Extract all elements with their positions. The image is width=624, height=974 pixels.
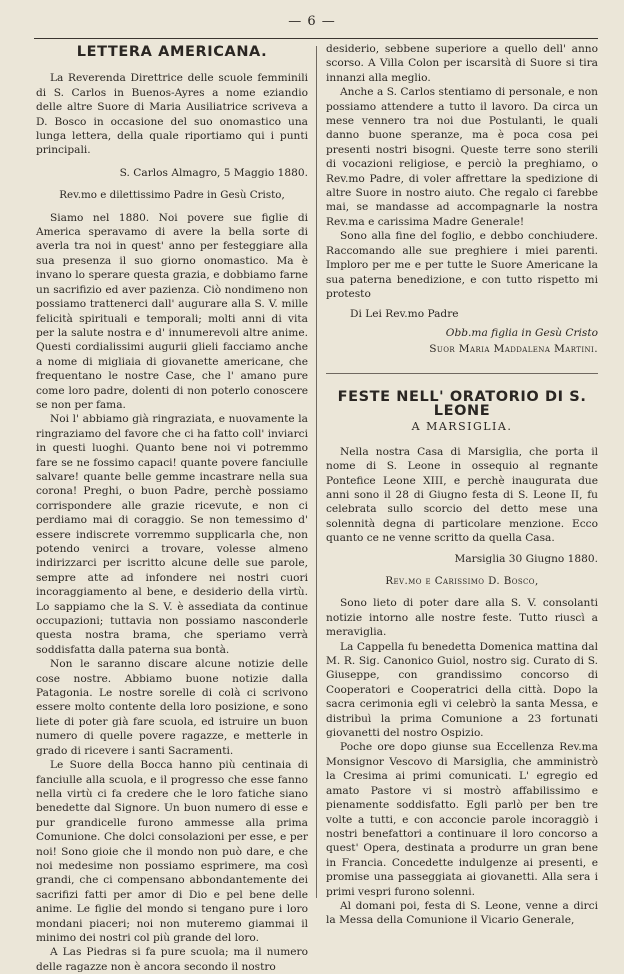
column-divider	[316, 46, 317, 898]
signature-name: Suor Maria Maddalena Martini.	[429, 343, 598, 356]
article-subtitle: A MARSIGLIA.	[411, 420, 513, 434]
letter-salutation: Rev.mo e dilettissimo Padre in Gesù Cristo,	[59, 189, 285, 202]
letter-paragraph: Non le saranno discare alcune notizie delle cose nostre. Abbiamo buone notizie dalla Patagonia. Le nostre sorelle di colà ci scrivono essere molto contente della loro posizione, e sono liete di poter già fare scuola, ed istruire un buon numero di quelle povere ragazze, e metterle in grado di ricevere i santi Sacramenti.	[36, 658, 308, 757]
letter-dateline: Marsiglia 30 Giugno 1880.	[454, 552, 598, 565]
page-number: — 6 —	[288, 14, 336, 29]
letter-paragraph: Anche a S. Carlos stentiamo di personale, e non possiamo attendere a tutto il lavoro. Da circa un mese vennero tra noi due Postulanti, le quali danno buone speranze, ma è poca cosa pei presenti nostri bisogni. Queste terre sono sterili di vocazioni religiose, e perciò la preghiamo, o Rev.mo Padre, di voler affrettare la spedizione di altre Suore in nostro aiuto. Che regalo ci farebbe mai, se mandasse ad accompagnarle la nostra Rev.ma e carissima Madre Generale!	[326, 86, 598, 228]
letter-paragraph: Sono alla fine del foglio, e debbo conchiudere. Raccomando alle sue preghiere i miei parenti. Imploro per me e per tutte le Suore Americane la sua paterna benedizione, e con tutto rispetto mi protesto	[326, 230, 598, 300]
section-rule	[326, 373, 598, 374]
intro-paragraph: Nella nostra Casa di Marsiglia, che porta il nome di S. Leone in ossequio al regnante Pontefice Leone XIII, e perchè inaugurata due anni sono il 28 di Giugno festa di S. Leone II, fu celebrata sullo scorcio del detto mese una solennità degna di particolare menzione. Ecco quanto ce ne venne scritto da quella Casa.	[326, 445, 598, 545]
right-column	[326, 42, 598, 928]
letter-paragraph: Le Suore della Bocca hanno più centinaia di fanciulle alla scuola, e il progresso che esse fanno nella virtù ci fa credere che le loro fatiche siano benedette dal Signore. Un buon numero di esse e pur grandicelle furono ammesse alla prima Comunione. Che dolci consolazioni per esse, e per noi! Sono gioie che il mondo non può dare, e che noi medesime non possiamo esprimere, ma così grandi, che ci compensano abbondantemente dei sacrifizi fatti per amor di Dio e pel bene delle anime. Le figlie del mondo si tengano pure i loro mondani piaceri; noi non muteremo giammai il minimo dei nostri col più grande del loro.	[36, 759, 308, 944]
letter-paragraph: desiderio, sebbene superiore a quello dell' anno scorso. A Villa Colon per iscarsità di Suore si tira innanzi alla meglio.	[326, 43, 598, 84]
article-title-feste: FESTE NELL' ORATORIO DI S. LEONE	[337, 388, 587, 419]
letter-paragraph: Siamo nel 1880. Noi povere sue figlie di America speravamo di avere la bella sorte di averla tra noi in quest' anno per festeggiare alla sua presenza il suo giorno onomastico. Ma è invano lo sperare questa grazia, e dobbiamo farne un sacrifizio ed aver pazienza. Ciò nondimeno non possiamo trattenerci dall' augurare alla S. V. mille felicità spirituali e temporali; molti anni di vita per la salute nostra e d' innumerevoli altre anime. Questi cordialissimi augurii glieli facciamo anche a nome di migliaia di giovanette americane, che frequentano le nostre Case, che l' amano pure come loro padre, dolenti di non poterlo conoscere se non per fama.	[36, 211, 308, 411]
header-rule	[34, 38, 598, 39]
letter-closing: Di Lei Rev.mo Padre	[350, 308, 459, 321]
letter-paragraph: La Cappella fu benedetta Domenica mattina dal M. R. Sig. Canonico Guiol, nostro sig. Curato di S. Giuseppe, con grandissimo concorso di Cooperatori e Cooperatrici della città. Dopo la sacra cerimonia egli vi celebrò la santa Messa, e distribuì la prima Comunione a 23 fortunati giovanetti del nostro Ospizio.	[326, 640, 598, 740]
article-title-lettera: LETTERA AMERICANA.	[76, 44, 268, 60]
letter-paragraph: A Las Piedras si fa pure scuola; ma il numero delle ragazze non è ancora secondo il nostro	[36, 946, 308, 973]
left-column	[36, 42, 308, 974]
letter-paragraph: Poche ore dopo giunse sua Eccellenza Rev.ma Monsignor Vescovo di Marsiglia, che amministrò la Cresima ai primi comunicati. L' egregio ed amato Pastore vi si mostrò affabilissimo e pienamente soddisfatto. Egli parlò per ben tre volte a tutti, e con acconcie parole incoraggiò i nostri benefattori a continuare il loro concorso a quest' Opera, destinata a produrre un gran bene in Francia. Concedette indulgenze ai presenti, e promise una passeggiata ai giovanetti. Alla sera i primi vespri furono solenni.	[326, 741, 598, 898]
letter-salutation: Rev.mo e Carissimo D. Bosco,	[385, 575, 539, 587]
intro-paragraph: La Reverenda Direttrice delle scuole femminili di S. Carlos in Buenos-Ayres a nome eziandio delle altre Suore di Maria Ausiliatrice scriveva a D. Bosco in occasione del suo onomastico una lunga lettera, della quale riportiamo qui i punti principali.	[36, 72, 308, 157]
letter-paragraph: Al domani poi, festa di S. Leone, venne a dirci la Messa della Comunione il Vicario Generale,	[326, 899, 598, 927]
letter-paragraph: Sono lieto di poter dare alla S. V. consolanti notizie intorno alle nostre feste. Tutto riuscì a meraviglia.	[326, 597, 598, 639]
letter-paragraph: Noi l' abbiamo già ringraziata, e nuovamente la ringraziamo del favore che ci ha fatto coll' inviarci in questi luoghi. Quanto bene noi vi potremmo fare se ne fossimo capaci! quante povere fanciulle salvare! quante belle gemme incastrare nella sua corona! Preghi, o buon Padre, perchè possiamo corrispondere alle grazie ricevute, e non ci perdiamo mai di coraggio. Se non temessimo d' essere indiscrete vorremmo supplicarla che, non potendo venirci a trovare, volesse almeno indirizzarci per iscritto alcune delle sue parole, sempre atte ad infondere nei nostri cuori incoraggiamento al bene, e desiderio della virtù. Lo sappiamo che la S. V. è assediata da continue occupazioni; tuttavia non possiamo nasconderle questa nostra brama, che speriamo verrà soddisfatta dalla paterna sua bontà.	[36, 413, 308, 656]
letter-dateline: S. Carlos Almagro, 5 Maggio 1880.	[119, 166, 308, 179]
signature-line: Obb.ma figlia in Gesù Cristo	[445, 326, 598, 339]
